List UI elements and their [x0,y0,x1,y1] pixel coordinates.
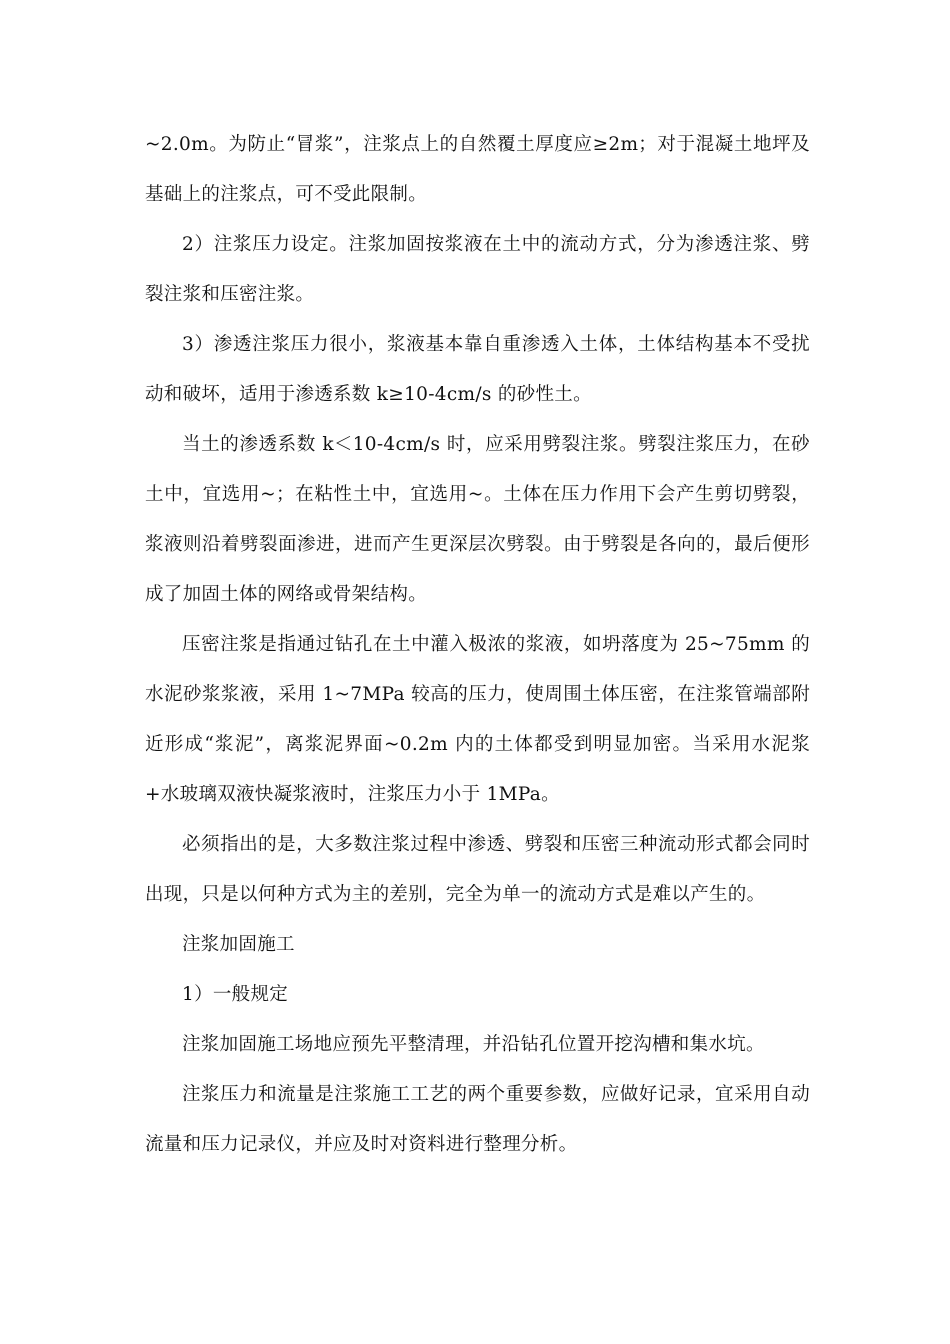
paragraph-2: 2）注浆压力设定。注浆加固按浆液在土中的流动方式，分为渗透注浆、劈裂注浆和压密注浆。 [145,234,810,305]
subsection-heading: 1）一般规定 [182,984,289,1005]
paragraph-1: ~2.0m。为防止“冒浆”，注浆点上的自然覆土厚度应≥2m；对于混凝土地坪及基础上的注浆点，可不受此限制。 [145,134,810,205]
document-body [145,120,810,1170]
paragraph-5: 压密注浆是指通过钻孔在土中灌入极浓的浆液，如坍落度为 25~75mm 的水泥砂浆浆液，采用 1~7MPa 较高的压力，使周围土体压密，在注浆管端部附近形成“浆泥”，离浆泥界面~0.2m 内的土体都受到明显加密。当采用水泥浆+水玻璃双液快凝浆液时，注浆压力小于 1MPa。 [145,634,810,805]
paragraph-6: 必须指出的是，大多数注浆过程中渗透、劈裂和压密三种流动形式都会同时出现，只是以何种方式为主的差别，完全为单一的流动方式是难以产生的。 [145,834,810,905]
section-heading: 注浆加固施工 [182,934,295,955]
paragraph-3: 3）渗透注浆压力很小，浆液基本靠自重渗透入土体，土体结构基本不受扰动和破坏，适用于渗透系数 k≥10-4cm/s 的砂性土。 [145,334,810,405]
paragraph-10: 注浆压力和流量是注浆施工工艺的两个重要参数，应做好记录，宜采用自动流量和压力记录仪，并应及时对资料进行整理分析。 [145,1084,810,1155]
paragraph-9: 注浆加固施工场地应预先平整清理，并沿钻孔位置开挖沟槽和集水坑。 [182,1034,765,1055]
paragraph-4: 当土的渗透系数 k＜10-4cm/s 时，应采用劈裂注浆。劈裂注浆压力，在砂土中，宜选用~；在粘性土中，宜选用~。土体在压力作用下会产生剪切劈裂，浆液则沿着劈裂面渗进，进而产生更深层次劈裂。由于劈裂是各向的，最后便形成了加固土体的网络或骨架结构。 [145,434,810,605]
